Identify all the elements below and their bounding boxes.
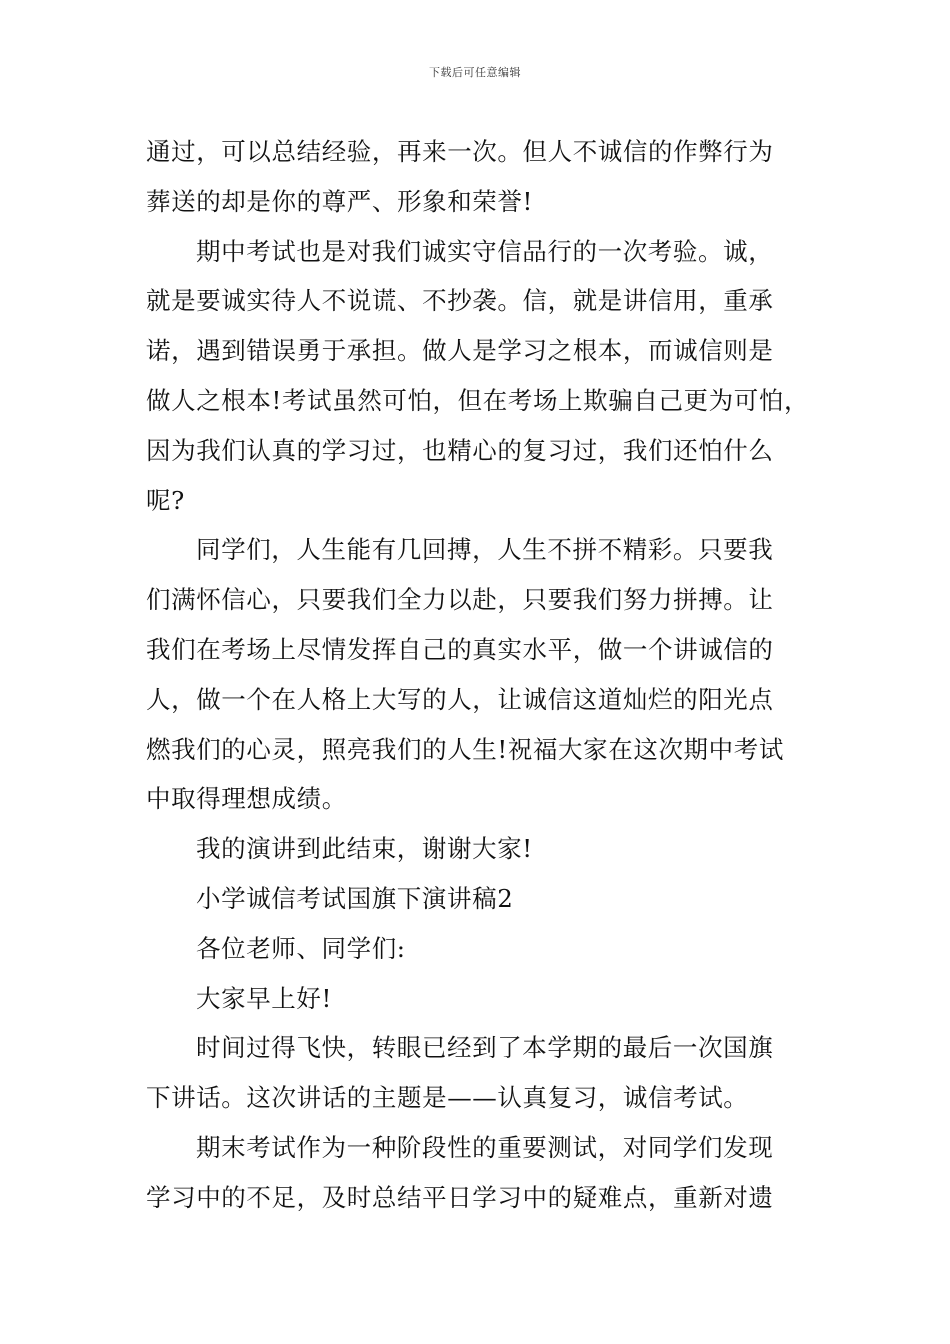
document-body bbox=[146, 127, 826, 1223]
text-line: 时间过得飞快，转眼已经到了本学期的最后一次国旗 bbox=[196, 1033, 774, 1063]
text-line: 葬送的却是你的尊严、形象和荣誉! bbox=[146, 186, 533, 216]
text-line: 做人之根本!考试虽然可怕，但在考场上欺骗自己更为可怕， bbox=[146, 385, 810, 415]
text-line: 同学们，人生能有几回搏，人生不拼不精彩。只要我 bbox=[196, 535, 774, 565]
text-line: 期中考试也是对我们诚实守信品行的一次考验。诚， bbox=[196, 236, 774, 266]
text-line: 我的演讲到此结束，谢谢大家! bbox=[196, 834, 533, 864]
text-line: 就是要诚实待人不说谎、不抄袭。信，就是讲信用，重承 bbox=[146, 286, 774, 316]
text-line: 我们在考场上尽情发挥自己的真实水平，做一个讲诚信的 bbox=[146, 634, 774, 664]
text-line: 因为我们认真的学习过，也精心的复习过，我们还怕什么 bbox=[146, 435, 774, 465]
text-line: 小学诚信考试国旗下演讲稿2 bbox=[196, 883, 514, 913]
text-line: 下讲话。这次讲话的主题是——认真复习，诚信考试。 bbox=[146, 1083, 749, 1113]
text-line: 人，做一个在人格上大写的人，让诚信这道灿烂的阳光点 bbox=[146, 684, 774, 714]
text-line: 大家早上好! bbox=[196, 983, 332, 1013]
text-line: 诺，遇到错误勇于承担。做人是学习之根本，而诚信则是 bbox=[146, 336, 774, 366]
text-line: 们满怀信心，只要我们全力以赴，只要我们努力拼搏。让 bbox=[146, 585, 774, 615]
text-line: 中取得理想成绩。 bbox=[146, 784, 347, 814]
text-line: 期末考试作为一种阶段性的重要测试，对同学们发现 bbox=[196, 1132, 774, 1162]
text-line: 通过，可以总结经验，再来一次。但人不诚信的作弊行为 bbox=[146, 137, 774, 166]
page-header: 下载后可任意编辑 bbox=[429, 66, 521, 79]
text-line: 学习中的不足，及时总结平日学习中的疑难点，重新对遗 bbox=[146, 1182, 774, 1212]
text-line: 呢? bbox=[146, 485, 185, 515]
text-line: 燃我们的心灵，照亮我们的人生!祝福大家在这次期中考试 bbox=[146, 734, 784, 764]
text-line: 各位老师、同学们: bbox=[196, 933, 406, 963]
